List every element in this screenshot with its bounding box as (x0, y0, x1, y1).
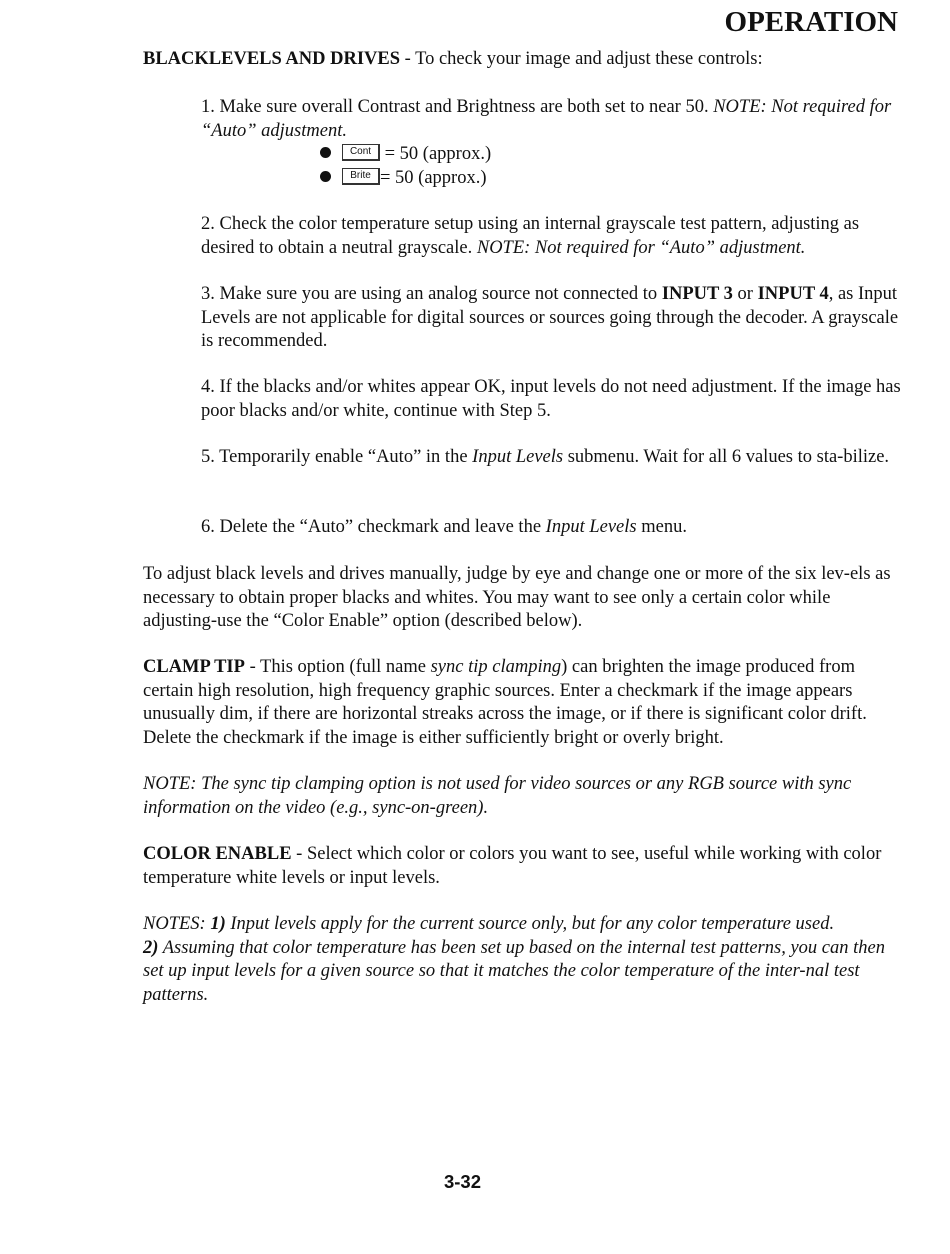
note-1-number: 1) (210, 914, 226, 934)
step-4: 4. If the blacks and/or whites appear OK, input levels do not need adjustment. If the image has poor blacks and/or white, continue with Step 5. (201, 377, 901, 421)
color-enable-heading: COLOR ENABLE (143, 844, 292, 864)
step-2-note: NOTE: Not required for “Auto” adjustment. (476, 237, 806, 258)
blacklevels-intro (143, 48, 903, 72)
step-6-text-a: 6. Delete the “Auto” checkmark and leave the (201, 517, 546, 537)
clamp-note-text: NOTE: The sync tip clamping option is not used for video sources or any RGB source with sync information on the video (e.g., sync-on-green). (143, 774, 852, 818)
notes-label: NOTES: (143, 914, 211, 934)
section-title: OPERATION (724, 6, 898, 38)
note-2-number: 2) (143, 937, 159, 958)
bullet-contrast (320, 143, 491, 167)
note-2-text: Assuming that color temperature has been set up based on the internal test patterns, you can then set up input levels for a given source so that it matches the color temperature of the inter-nal test patterns. (143, 937, 885, 1005)
step-6 (201, 516, 901, 540)
step-1-note: NOTE: Not required for “Auto” adjustment. (201, 97, 892, 141)
step-1-text: 1. Make sure overall Contrast and Brightness are both set to near 50. (201, 97, 714, 117)
blacklevels-heading: BLACKLEVELS AND DRIVES (143, 49, 401, 69)
bullet-icon (320, 147, 331, 158)
cont-key-icon: Cont (342, 144, 380, 161)
color-enable-paragraph (143, 843, 903, 890)
step-6-text-b: menu. (636, 517, 687, 537)
bullet-brightness-text: = 50 (approx.) (380, 168, 487, 188)
notes-block (143, 914, 885, 1005)
step-3-text-a: 3. Make sure you are using an analog source not connected to (201, 284, 662, 304)
blacklevels-intro-text: - To check your image and adjust these controls: (400, 49, 763, 69)
clamp-tip-full-name: sync tip clamping (430, 657, 562, 677)
step-5-text-b: submenu. Wait for all 6 values to sta-bilize. (563, 447, 890, 467)
step-3 (201, 283, 901, 354)
step-3-text-d: , as Input Levels are not applicable for digital sources or sources going through the decoder. A grayscale is recommended. (201, 284, 899, 351)
step-6-menu-name: Input Levels (545, 517, 637, 537)
step-2 (201, 213, 901, 260)
step-3-text-c: or (732, 284, 758, 304)
brite-key-icon: Brite (342, 168, 380, 185)
clamp-tip-text-b: ) can brighten the image produced from certain high resolution, high frequency graphic sources. Enter a checkmark if the image appears unusually dim, if there are horizontal streaks across the image, or if there is significant color drift. Delete the checkmark if the image is either sufficiently bright or overly bright. (143, 657, 867, 748)
step-5-menu-name: Input Levels (472, 447, 564, 467)
input-3-label: INPUT 3 (661, 284, 733, 304)
clamp-tip-heading: CLAMP TIP (143, 657, 245, 677)
note-1-text: Input levels apply for the current source only, but for any color temperature used. (225, 914, 835, 934)
clamp-tip-paragraph (143, 656, 903, 750)
notes-paragraph (143, 913, 903, 1007)
manual-adjust-paragraph: To adjust black levels and drives manually, judge by eye and change one or more of the six lev-els as necessary to obtain proper blacks and whites. You may want to see only a certain color while adjusting-use the “Color Enable” option (described below). (143, 564, 891, 631)
step-5-text-a: 5. Temporarily enable “Auto” in the (201, 447, 473, 467)
clamp-note (143, 773, 903, 820)
step-2-text: 2. Check the color temperature setup using an internal grayscale test pattern, adjusting as desired to obtain a neutral grayscale. (201, 214, 860, 258)
page-number: 3-32 (443, 1171, 482, 1192)
step-5 (201, 446, 901, 470)
clamp-tip-text-a: - This option (full name (244, 657, 431, 677)
step-1 (201, 96, 901, 143)
bullet-contrast-text: = 50 (approx.) (380, 144, 492, 164)
color-enable-text: - Select which color or colors you want to see, useful while working with color temperature white levels or input levels. (143, 844, 882, 888)
bullet-icon (320, 171, 331, 182)
input-4-label: INPUT 4 (757, 284, 829, 304)
bullet-brightness (320, 167, 487, 191)
